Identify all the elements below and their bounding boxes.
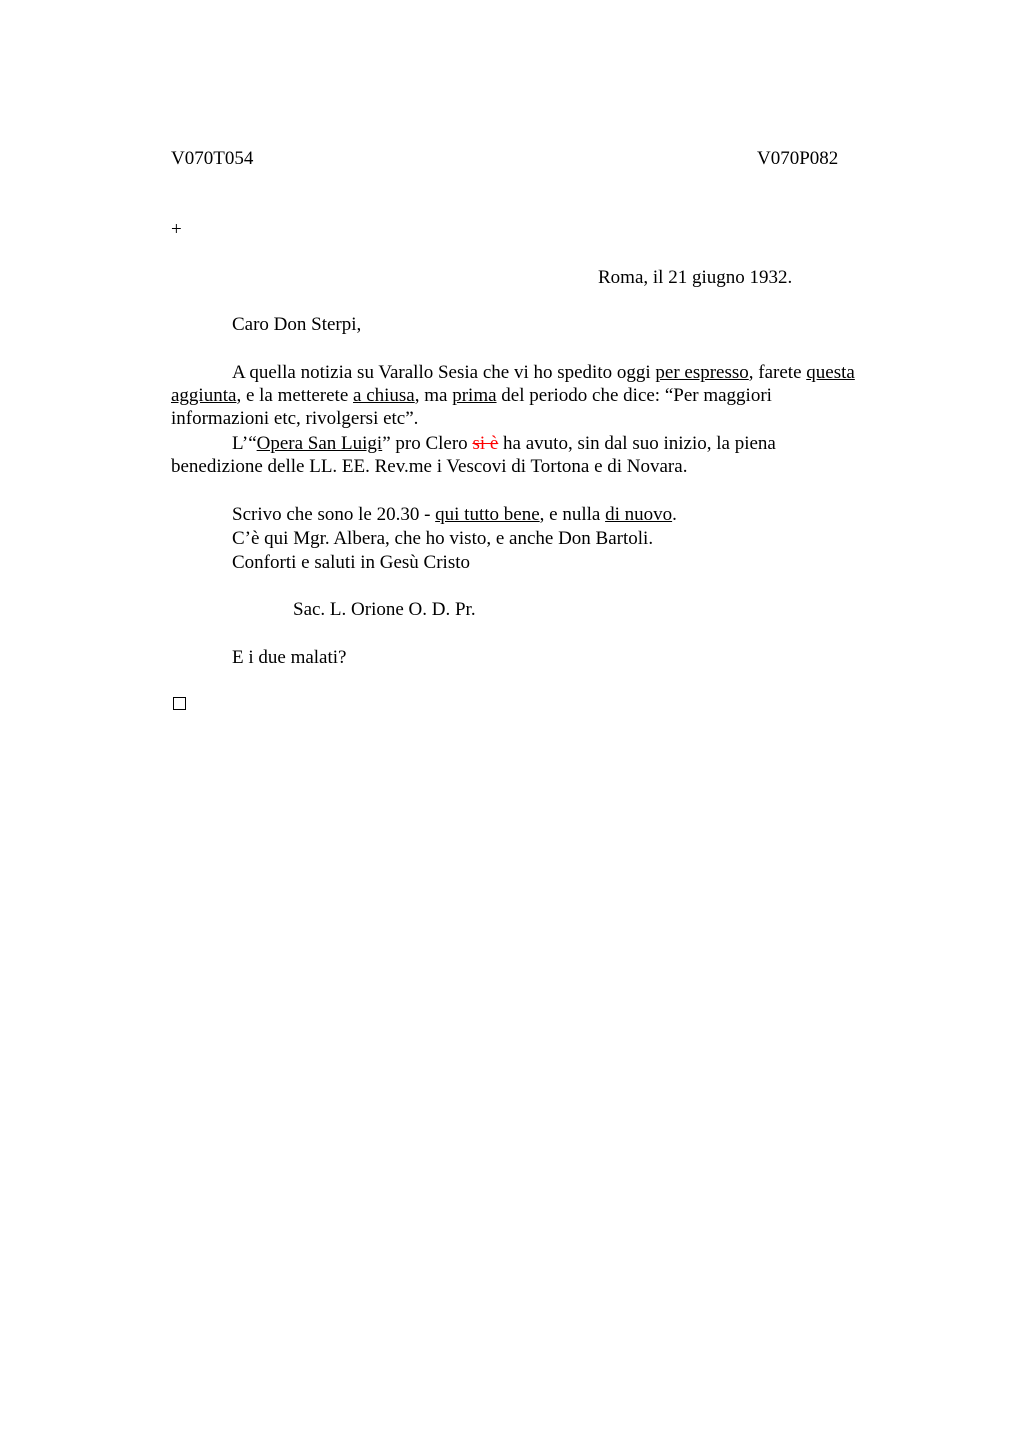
postscript: E i due malati?	[232, 647, 347, 668]
text: , farete	[748, 362, 807, 383]
paragraph-1-line-1	[232, 361, 855, 384]
paragraph-2-line-1	[232, 432, 776, 455]
closing-line: Conforti e saluti in Gesù Cristo	[232, 552, 471, 573]
reference-code-left: V070T054	[171, 148, 254, 169]
underlined-text: prima	[452, 385, 497, 406]
square-box-icon	[173, 697, 186, 710]
text: L’“	[232, 433, 257, 454]
underlined-text: di nuovo	[605, 504, 673, 525]
deleted-text: si è	[472, 433, 499, 454]
salutation: Caro Don Sterpi,	[232, 314, 362, 335]
text: , e la metterete	[236, 385, 354, 406]
text: , e nulla	[539, 504, 606, 525]
underlined-text: Opera San Luigi	[256, 433, 383, 454]
paragraph-2-line-2: benedizione delle LL. EE. Rev.me i Vescovi di Tortona e di Novara.	[171, 456, 688, 477]
reference-code-right: V070P082	[757, 148, 839, 169]
text: Scrivo che sono le 20.30 -	[232, 504, 436, 525]
underlined-text: a chiusa	[353, 385, 415, 406]
text: A quella notizia su Varallo Sesia che vi ho spedito oggi	[232, 362, 656, 383]
signature: Sac. L. Orione O. D. Pr.	[293, 599, 476, 620]
paragraph-1-line-2	[171, 384, 772, 407]
text: , ma	[414, 385, 453, 406]
underlined-text: questa	[806, 362, 855, 383]
date-line: Roma, il 21 giugno 1932.	[598, 267, 793, 288]
cross-mark: +	[171, 219, 182, 240]
text: .	[672, 504, 677, 525]
underlined-text: qui tutto bene	[435, 504, 540, 525]
paragraph-1-line-3: informazioni etc, rivolgersi etc”.	[171, 408, 419, 429]
text: ” pro Clero	[382, 433, 473, 454]
albera-line: C’è qui Mgr. Albera, che ho visto, e anche Don Bartoli.	[232, 528, 654, 549]
text: ha avuto, sin dal suo inizio, la piena	[498, 433, 776, 454]
underlined-text: aggiunta	[171, 385, 237, 406]
underlined-text: per espresso	[655, 362, 749, 383]
paragraph-3-line-1	[232, 503, 677, 526]
text: del periodo che dice: “Per maggiori	[496, 385, 772, 406]
